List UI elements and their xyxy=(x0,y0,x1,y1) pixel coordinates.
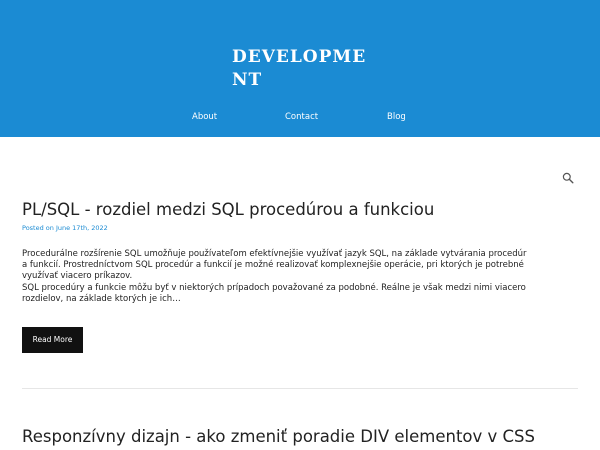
post-date: Posted on June 17th, 2022 xyxy=(22,224,108,232)
excerpt-line: Procedurálne rozšírenie SQL umožňuje používateľom efektívnejšie využívať jazyk SQL, na základe vytvárania procedúr xyxy=(22,249,527,259)
nav-item-blog[interactable]: Blog xyxy=(387,112,406,122)
post-title[interactable]: Responzívny dizajn - ako zmeniť poradie DIV elementov v CSS xyxy=(22,427,535,446)
post-title[interactable]: PL/SQL - rozdiel medzi SQL procedúrou a funkciou xyxy=(22,200,435,219)
site-header xyxy=(0,0,600,137)
excerpt-line: využívať viacero príkazov. xyxy=(22,271,133,282)
excerpt-line: a funkcií. Prostredníctvom SQL procedúr a funkcií je možné realizovať komplexnejšie operácie, pri ktorých je potrebné xyxy=(22,260,524,271)
site-title[interactable]: DEVELOPMENT xyxy=(232,47,367,90)
nav-item-about[interactable]: About xyxy=(192,112,218,122)
read-more-button[interactable]: Read More xyxy=(22,327,83,353)
excerpt-line: rozdielov, na základe ktorých je ich… xyxy=(22,293,181,304)
excerpt-line: SQL procedúry a funkcie môžu byť v niektorých prípadoch považované za podobné. Reálne je však medzi nimi viacero xyxy=(22,282,526,293)
post-excerpt xyxy=(22,249,587,305)
post-divider xyxy=(22,388,578,389)
main-nav xyxy=(0,112,600,124)
nav-item-contact[interactable]: Contact xyxy=(285,112,319,122)
search-icon[interactable] xyxy=(562,169,574,181)
